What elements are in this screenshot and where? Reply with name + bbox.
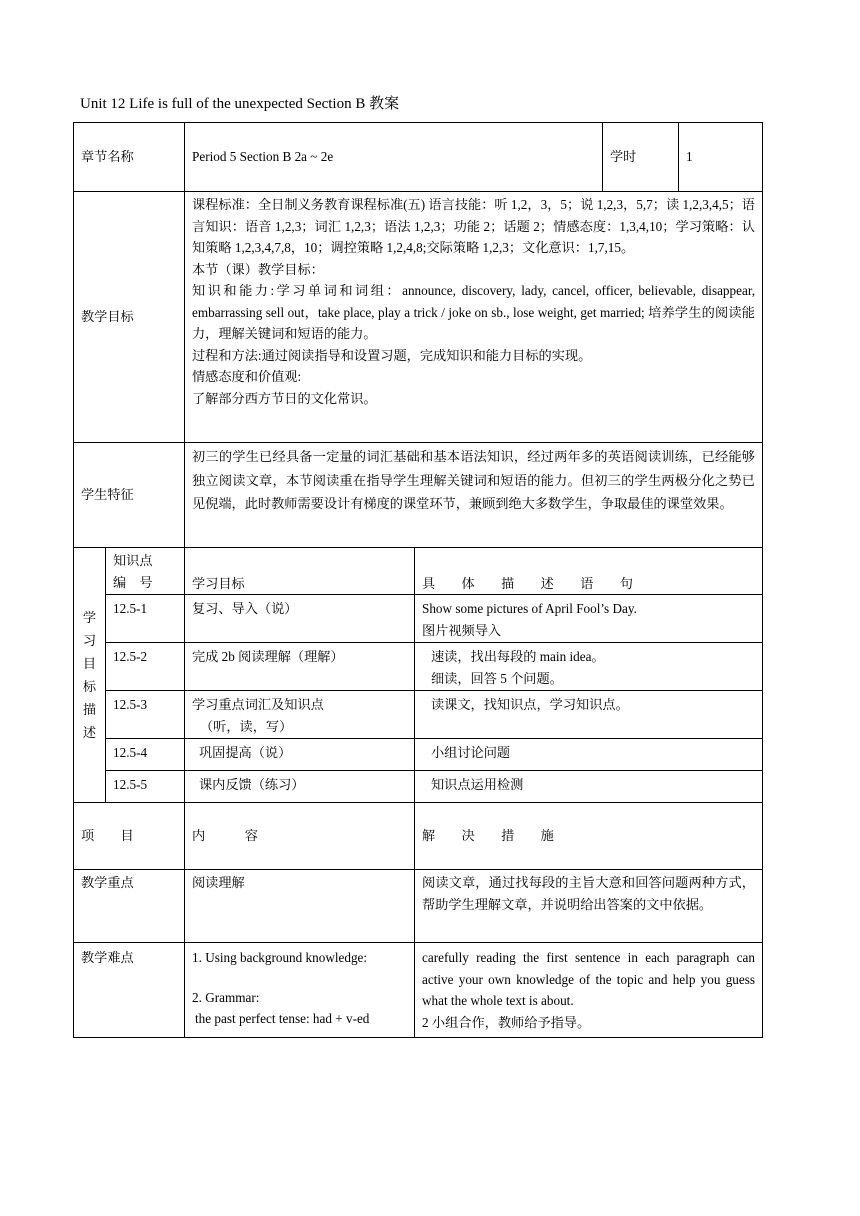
lesson-plan-table: [73, 122, 763, 1038]
objective-row: [74, 691, 763, 739]
objective-code: 12.5-4: [106, 739, 185, 771]
chapter-value: Period 5 Section B 2a ~ 2e: [185, 123, 603, 192]
objective-goal: 复习、导入（说）: [185, 595, 415, 643]
objective-code: 12.5-3: [106, 691, 185, 739]
objective-row: [74, 771, 763, 803]
content-header: 内 容: [185, 803, 415, 870]
objective-row: [74, 643, 763, 691]
goals-subtitle: 本节（课）教学目标：: [192, 261, 324, 277]
item-header: 项 目: [74, 803, 185, 870]
goals-process: 过程和方法:通过阅读指导和设置习题，完成知识和能力目标的实现。: [192, 347, 592, 363]
objective-desc: 读课文，找知识点，学习知识点。: [415, 691, 763, 739]
objective-code: 12.5-1: [106, 595, 185, 643]
difficulty-label: 教学难点: [74, 943, 185, 1038]
objectives-side-label: 学 习 目 标 描 述: [74, 548, 106, 803]
goals-standard: 课程标准：全日制义务教育课程标准(五) 语言技能：听 1,2，3，5；说 1,2,3，5,7；读 1,2,3,4,5；语言知识：语音 1,2,3；词汇 1,2,3；语法 1,2,3；功能 2；话题 2；情感态度：1,3,4,10；学习策略：认知策略 1,2,3,4,7,8，10；调控策略 1,2,4,8;交际策略 1,2,3；文化意识：1,7,15。: [192, 197, 755, 255]
goals-row: [74, 192, 763, 443]
desc-header: 具 体 描 述 语 句: [415, 548, 763, 595]
items-header-row: [74, 803, 763, 870]
code-header: 知识点 编 号: [106, 548, 185, 595]
difficulty-measures: carefully reading the first sentence in each paragraph can active your own knowledge of the topic and help you guess what the whole text is about. 2 小组合作，教师给予指导。: [415, 943, 763, 1038]
objective-goal: 课内反馈（练习）: [185, 771, 415, 803]
objective-goal: 完成 2b 阅读理解（理解）: [185, 643, 415, 691]
objective-row: [74, 739, 763, 771]
goal-header: 学习目标: [185, 548, 415, 595]
chapter-label: 章节名称: [74, 123, 185, 192]
measures-header: 解 决 措 施: [415, 803, 763, 870]
students-row: [74, 443, 763, 548]
goals-knowledge: 知识和能力:学习单词和词组：announce, discovery, lady, cancel, officer, believable, disappear, embarrassing sell out，take place, play a trick / joke on sb., lose weight, get married; 培养学生的阅读能力，理解关键词和短语的能力。: [192, 283, 755, 341]
chapter-row: [74, 123, 763, 192]
hours-value: 1: [679, 123, 763, 192]
objective-desc: 速读，找出每段的 main idea。 细读，回答 5 个问题。: [415, 643, 763, 691]
objective-desc: Show some pictures of April Fool’s Day. 图片视频导入: [415, 595, 763, 643]
students-label: 学生特征: [74, 443, 185, 548]
difficulty-row: [74, 943, 763, 1038]
key-point-row: [74, 870, 763, 943]
goals-attitude-title: 情感态度和价值观:: [192, 369, 302, 384]
document-title: Unit 12 Life is full of the unexpected Section B 教案: [80, 96, 400, 112]
hours-label: 学时: [603, 123, 679, 192]
objective-row: [74, 595, 763, 643]
objective-code: 12.5-5: [106, 771, 185, 803]
key-point-content: 阅读理解: [185, 870, 415, 943]
students-text: 初三的学生已经具备一定量的词汇基础和基本语法知识，经过两年多的英语阅读训练，已经能够独立阅读文章，本节阅读重在指导学生理解关键词和短语的能力。但初三的学生两极分化之势已见倪端，此时教师需要设计有梯度的课堂环节，兼顾到绝大多数学生，争取最佳的课堂效果。: [185, 443, 763, 548]
objective-code: 12.5-2: [106, 643, 185, 691]
key-point-measures: 阅读文章，通过找每段的主旨大意和回答问题两种方式，帮助学生理解文章，并说明给出答案的文中依据。: [415, 870, 763, 943]
objective-goal: 巩固提高（说）: [185, 739, 415, 771]
goals-content: [185, 192, 763, 443]
objective-desc: 知识点运用检测: [415, 771, 763, 803]
difficulty-content: 1. Using background knowledge: 2. Grammar: the past perfect tense: had + v-ed: [185, 943, 415, 1038]
objectives-header-row: [74, 548, 763, 595]
objective-goal: 学习重点词汇及知识点 （听，读，写）: [185, 691, 415, 739]
goals-attitude: 了解部分西方节日的文化常识。: [192, 390, 377, 406]
objective-desc: 小组讨论问题: [415, 739, 763, 771]
key-point-label: 教学重点: [74, 870, 185, 943]
goals-label: 教学目标: [74, 192, 185, 443]
